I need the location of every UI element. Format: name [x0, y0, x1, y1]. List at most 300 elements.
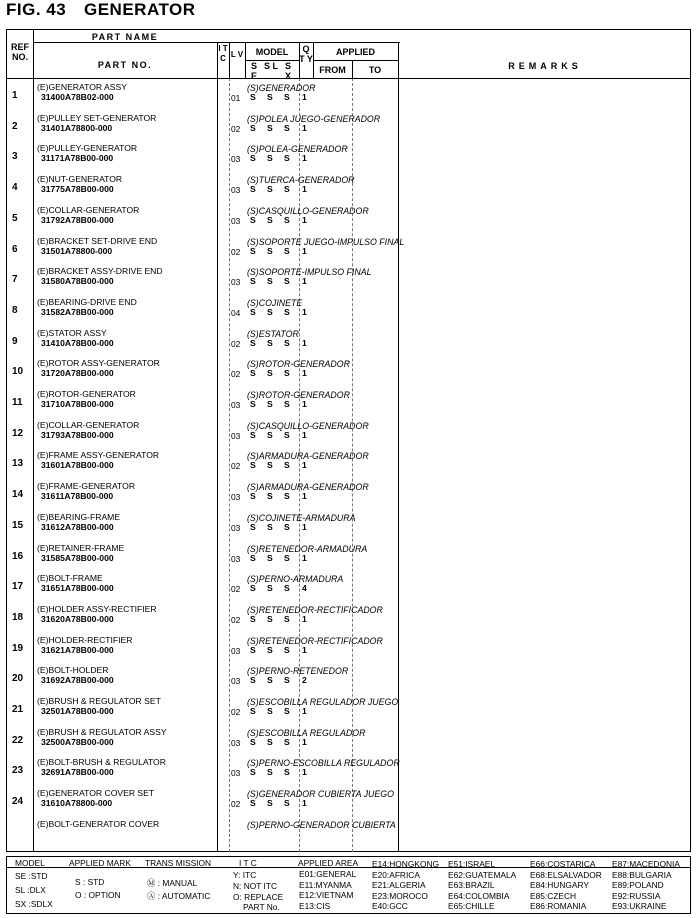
model-se-mark: S — [250, 306, 256, 317]
part-name: (E)NUT-GENERATOR — [37, 174, 123, 185]
part-cell — [37, 389, 136, 409]
parts-table — [6, 29, 691, 852]
part-cell — [37, 205, 139, 225]
legend-area-item: E87:MACEDONIA — [612, 859, 680, 869]
quantity: 1 — [302, 491, 307, 502]
part-number: 31582A78B00-000 — [41, 306, 114, 317]
level: 02 — [231, 614, 241, 625]
legend-area-item: E86:ROMANIA — [530, 901, 587, 911]
level: 03 — [231, 676, 241, 687]
legend-area-item: E12:VIETNAM — [299, 890, 354, 900]
level: 03 — [231, 492, 241, 503]
ref-number: 10 — [12, 366, 24, 378]
legend-area-item: E62:GUATEMALA — [448, 869, 517, 880]
part-cell — [37, 143, 137, 163]
model-sx-mark: S — [284, 153, 290, 164]
legend-area-item: E63:BRAZIL — [448, 880, 495, 890]
from-header: FROM — [319, 65, 346, 75]
legend-area-item: E11:MYANMA — [299, 879, 352, 890]
model-sx-mark: S — [284, 583, 290, 594]
part-cell — [37, 512, 120, 532]
model-sx-mark: S — [284, 460, 290, 471]
model-sx-mark: S — [284, 122, 290, 133]
level: 03 — [231, 154, 241, 165]
part-number: 31501A78800-000 — [41, 245, 113, 256]
quantity: 1 — [302, 245, 307, 256]
quantity: 1 — [302, 306, 307, 317]
model-sl-mark: S — [267, 460, 273, 471]
legend-itc-y: Y: ITC — [233, 870, 257, 880]
part-name: (E)FRAME ASSY-GENERATOR — [37, 450, 160, 461]
legend-mark-option: O : OPTION — [75, 890, 121, 900]
model-sx-mark: S — [284, 214, 290, 225]
part-cell — [37, 727, 167, 747]
level: 03 — [231, 400, 241, 410]
part-cell — [37, 113, 156, 133]
part-number: 31585A78B00-000 — [41, 552, 114, 563]
ref-number: 19 — [12, 642, 24, 654]
level: 01 — [231, 93, 241, 103]
part-cell — [37, 665, 114, 685]
part-name: (E)BRUSH & REGULATOR ASSY — [37, 726, 167, 737]
legend-trans-automatic: Ⓐ : AUTOMATIC — [147, 891, 211, 901]
level: 03 — [231, 737, 241, 748]
spanish-name: (S)ESTATOR — [247, 328, 299, 339]
quantity: 1 — [302, 613, 307, 624]
model-sx-mark: S — [284, 644, 290, 655]
table-row — [7, 295, 690, 325]
spanish-name: (S)COJINETE-ARMADURA — [247, 512, 356, 523]
spanish-name: (S)ESCOBILLA REGULADOR JUEGO — [247, 697, 399, 707]
legend-area-item: E93:UKRAINE — [612, 901, 667, 911]
ref-number: 2 — [12, 120, 18, 132]
part-cell — [37, 481, 135, 501]
table-row — [7, 326, 690, 356]
legend-itc-o-part: PART No. — [243, 902, 280, 912]
level: 02 — [231, 123, 241, 134]
model-header: MODEL — [255, 47, 289, 57]
part-name: (E)BOLT-HOLDER — [37, 665, 109, 676]
part-name-header: PART NAME — [91, 32, 159, 42]
ref-number: 20 — [12, 673, 24, 685]
part-no-header: PART NO. — [97, 60, 153, 70]
table-row — [7, 694, 690, 724]
model-sl-mark: S — [267, 184, 273, 195]
part-name: (E)ROTOR ASSY-GENERATOR — [37, 358, 160, 369]
ref-number: 16 — [12, 550, 24, 562]
part-number: 31612A78B00-000 — [41, 521, 114, 532]
page-title — [6, 0, 196, 20]
spanish-name: (S)RETENEDOR-ARMADURA — [247, 543, 368, 554]
ref-number: 13 — [12, 458, 24, 470]
legend-area-item: E64:COLOMBIA — [448, 890, 510, 901]
part-name: (E)BRUSH & REGULATOR SET — [37, 696, 161, 706]
spanish-name: (S)TUERCA-GENERADOR — [247, 175, 355, 186]
spanish-name: (S)RETENEDOR-RECTIFICADOR — [247, 604, 383, 615]
model-se-mark: S — [250, 368, 256, 379]
legend-itc-n: N: NOT ITC — [233, 881, 278, 891]
table-row — [7, 80, 690, 110]
spanish-name: (S)GENERADOR CUBIERTA JUEGO — [247, 789, 394, 800]
legend-area-item: E92:RUSSIA — [612, 890, 661, 901]
part-name: (E)COLLAR-GENERATOR — [37, 419, 140, 430]
legend-model-sl: SL :DLX — [15, 885, 46, 895]
table-row — [7, 479, 690, 509]
table-row — [7, 725, 690, 755]
ref-number: 8 — [12, 304, 18, 316]
ref-number: 22 — [12, 734, 24, 746]
spanish-name: (S)ARMADURA-GENERADOR — [247, 451, 369, 462]
table-row — [7, 755, 690, 785]
part-name: (E)BRACKET SET-DRIVE END — [37, 235, 158, 246]
model-sl-mark: S — [267, 736, 273, 747]
qty-header: Q T Y — [299, 44, 313, 64]
model-se-mark: S — [250, 214, 256, 225]
spanish-name: (S)CASQUILLO-GENERADOR — [247, 420, 369, 431]
part-number: 31775A78B00-000 — [41, 184, 114, 195]
ref-number: 6 — [12, 243, 18, 255]
part-cell — [37, 266, 163, 286]
model-se-mark: S — [250, 184, 256, 195]
itc-header: I T C — [218, 44, 228, 63]
model-se-mark: S — [250, 491, 256, 502]
legend-model-header: MODEL — [15, 858, 45, 868]
part-name: (E)PULLEY SET-GENERATOR — [37, 112, 157, 123]
part-number: 31692A78B00-000 — [41, 675, 114, 686]
model-sl-mark: S — [267, 767, 273, 778]
legend-area-header: APPLIED AREA — [298, 858, 359, 868]
quantity: 4 — [302, 583, 307, 594]
part-cell — [37, 788, 154, 808]
part-name: (E)BOLT-FRAME — [37, 573, 103, 584]
table-row — [7, 663, 690, 693]
part-name: (E)STATOR ASSY — [37, 327, 107, 338]
part-number: 32691A78B00-000 — [41, 767, 114, 778]
ref-number: 23 — [12, 765, 24, 777]
part-number: 31651A78B00-000 — [41, 583, 114, 594]
model-sl-mark: S — [267, 675, 273, 686]
model-col-sx: S X — [284, 61, 291, 81]
model-se-mark: S — [250, 613, 256, 624]
level: 02 — [231, 461, 241, 472]
table-row — [7, 356, 690, 386]
quantity: 1 — [302, 399, 307, 409]
spanish-name: (S)SOPORTE JUEGO-IMPULSO FINAL — [247, 236, 405, 247]
ref-number: 15 — [12, 519, 24, 531]
level: 03 — [231, 553, 241, 564]
quantity: 1 — [302, 429, 307, 440]
quantity: 1 — [302, 214, 307, 225]
quantity: 1 — [302, 153, 307, 164]
model-sl-mark: S — [267, 644, 273, 655]
legend-trans-header: TRANS MISSION — [145, 858, 212, 868]
part-name: (E)BEARING-DRIVE END — [37, 296, 137, 307]
ref-number: 1 — [12, 90, 18, 101]
legend-trans-manual: Ⓜ : MANUAL — [147, 878, 198, 888]
model-se-mark: S — [250, 521, 256, 532]
model-sl-mark: S — [267, 706, 273, 716]
level: 03 — [231, 768, 241, 779]
table-row — [7, 510, 690, 540]
level: 02 — [231, 246, 241, 257]
part-cell — [37, 420, 139, 440]
lv-header: L V — [230, 50, 244, 59]
legend-area-item: E23:MOROCO — [372, 890, 428, 901]
part-number: 31611A78B00-000 — [41, 491, 114, 502]
legend-area-item: E01:GENERAL — [299, 869, 357, 879]
level: 03 — [231, 185, 241, 196]
spanish-name: (S)POLEA JUEGO-GENERADOR — [247, 113, 381, 124]
spanish-name: (S)ROTOR-GENERADOR — [247, 359, 350, 370]
quantity: 1 — [302, 798, 307, 809]
figure-name: GENERATOR — [84, 0, 196, 19]
model-se-mark: S — [250, 644, 256, 655]
part-name: (E)BEARING-FRAME — [37, 511, 121, 522]
spanish-name: (S)ESCOBILLA REGULADOR — [247, 727, 366, 738]
table-row — [7, 541, 690, 571]
model-sx-mark: S — [284, 767, 290, 778]
model-sx-mark: S — [284, 245, 290, 256]
spanish-name: (S)PERNO-RETENEDOR — [247, 666, 349, 677]
legend-itc-o: O: REPLACE — [233, 892, 284, 902]
spanish-name: (S)PERNO-ESCOBILLA REGULADOR — [247, 758, 400, 769]
model-sx-mark: S — [284, 675, 290, 686]
part-name: (E)BOLT-GENERATOR COVER — [37, 818, 160, 829]
model-sx-mark: S — [284, 429, 290, 440]
ref-number: 3 — [12, 151, 18, 163]
part-cell — [37, 635, 133, 655]
model-se-mark: S — [250, 798, 256, 809]
spanish-name: (S)POLEA-GENERADOR — [247, 144, 348, 155]
model-sl-mark: S — [267, 613, 273, 624]
model-se-mark: S — [250, 245, 256, 256]
quantity: 1 — [302, 644, 307, 655]
model-se-mark: S — [250, 92, 256, 102]
model-sx-mark: S — [284, 399, 290, 409]
part-number: 31620A78B00-000 — [41, 613, 114, 624]
model-sx-mark: S — [284, 276, 290, 287]
level: 02 — [231, 799, 241, 810]
part-name: (E)PULLEY-GENERATOR — [37, 143, 138, 154]
part-name: (E)RETAINER-FRAME — [37, 542, 125, 553]
legend-applied-mark-header: APPLIED MARK — [69, 858, 131, 868]
table-row — [7, 141, 690, 171]
model-se-mark: S — [250, 429, 256, 440]
model-sx-mark: S — [284, 736, 290, 747]
part-cell — [37, 297, 137, 317]
model-sl-mark: S — [267, 245, 273, 256]
ref-number: 12 — [12, 427, 24, 439]
ref-number: 18 — [12, 611, 24, 623]
part-number: 31601A78B00-000 — [41, 460, 114, 471]
quantity: 1 — [302, 736, 307, 747]
ref-number: 11 — [12, 397, 23, 408]
part-cell — [37, 450, 159, 470]
model-sl-mark: S — [267, 583, 273, 594]
model-sx-mark: S — [284, 552, 290, 563]
ref-number: 5 — [12, 212, 18, 224]
model-se-mark: S — [250, 399, 256, 409]
model-se-mark: S — [250, 276, 256, 287]
ref-number: 17 — [12, 581, 24, 593]
model-sl-mark: S — [267, 306, 273, 317]
model-sx-mark: S — [284, 337, 290, 348]
level: 03 — [231, 215, 241, 226]
table-row — [7, 111, 690, 141]
model-sx-mark: S — [284, 184, 290, 195]
legend-mark-std: S : STD — [75, 877, 105, 887]
quantity: 1 — [302, 552, 307, 563]
ref-number: 14 — [12, 489, 24, 501]
legend-area-item: E89:POLAND — [612, 880, 664, 890]
model-se-mark: S — [250, 736, 256, 747]
legend-area-item: E66:COSTARICA — [530, 859, 596, 869]
model-sx-mark: S — [284, 521, 290, 532]
ref-number: 24 — [12, 796, 24, 808]
model-sl-mark: S — [267, 552, 273, 563]
model-sx-mark: S — [284, 306, 290, 317]
spanish-name: (S)ARMADURA-GENERADOR — [247, 482, 369, 493]
legend-itc-header: I T C — [239, 858, 257, 868]
legend-area-item: E88:BULGARIA — [612, 869, 672, 880]
part-number: 31610A78800-000 — [41, 798, 113, 809]
model-col-se: S E — [250, 61, 257, 81]
level: 04 — [231, 307, 241, 318]
part-number: 31580A78B00-000 — [41, 276, 114, 287]
legend-model-sx: SX :SDLX — [15, 899, 53, 909]
part-number: 31171A78B00-000 — [41, 153, 114, 164]
level: 02 — [231, 338, 241, 349]
part-cell — [37, 573, 114, 593]
model-sl-mark: S — [267, 92, 273, 102]
part-name: (E)HOLDER ASSY-RECTIFIER — [37, 603, 157, 614]
model-sl-mark: S — [267, 153, 273, 164]
model-sl-mark: S — [267, 214, 273, 225]
spanish-name: (S)RETENEDOR-RECTIFICADOR — [247, 635, 383, 646]
table-row — [7, 387, 690, 417]
level: 03 — [231, 645, 241, 656]
part-number: 31401A78800-000 — [41, 122, 113, 133]
part-number: 31410A78B00-000 — [41, 337, 114, 348]
model-sx-mark: S — [284, 491, 290, 502]
model-se-mark: S — [250, 675, 256, 686]
table-row — [7, 448, 690, 478]
table-row — [7, 234, 690, 264]
model-sx-mark: S — [284, 368, 290, 379]
part-number: 31792A78B00-000 — [41, 214, 114, 225]
quantity: 1 — [302, 184, 307, 195]
part-cell — [37, 604, 157, 624]
part-cell — [37, 174, 122, 194]
spanish-name: (S)CASQUILLO-GENERADOR — [247, 205, 369, 216]
ref-number: 9 — [12, 335, 18, 347]
model-se-mark: S — [250, 706, 256, 716]
level: 03 — [231, 430, 241, 441]
level: 03 — [231, 277, 241, 288]
table-row — [7, 633, 690, 663]
level: 02 — [231, 707, 241, 717]
model-se-mark: S — [250, 122, 256, 133]
legend-area-item: E13:CIS — [299, 900, 331, 911]
model-se-mark: S — [250, 153, 256, 164]
legend-area-item: E40:GCC — [372, 901, 408, 911]
ref-number: 4 — [12, 182, 18, 194]
level: 02 — [231, 369, 241, 380]
legend-area-item: E20:AFRICA — [372, 869, 420, 880]
part-number: 31400A78B02-000 — [41, 92, 114, 102]
ref-number: 21 — [12, 704, 24, 715]
legend — [6, 856, 691, 914]
part-name: (E)FRAME-GENERATOR — [37, 481, 136, 492]
model-sl-mark: S — [267, 368, 273, 379]
legend-area-item: E85:CZECH — [530, 890, 577, 901]
to-header: TO — [368, 65, 382, 75]
part-cell — [37, 819, 159, 829]
part-number: 32500A78B00-000 — [41, 736, 114, 747]
spanish-name: (S)PERNO-GENERADOR CUBIERTA — [247, 819, 396, 830]
legend-area-item: E65:CHILLE — [448, 901, 495, 911]
part-cell — [37, 543, 124, 563]
applied-header: APPLIED — [335, 47, 375, 57]
quantity: 1 — [302, 767, 307, 778]
level: 02 — [231, 584, 241, 595]
legend-area-item: E68:ELSALVADOR — [530, 869, 602, 880]
part-cell — [37, 696, 161, 716]
part-cell — [37, 82, 127, 102]
quantity: 1 — [302, 337, 307, 348]
quantity: 2 — [302, 675, 307, 686]
figure-number: FIG. 43 — [6, 0, 67, 19]
spanish-name: (S)PERNO-ARMADURA — [247, 574, 344, 585]
model-sl-mark: S — [267, 429, 273, 440]
level: 03 — [231, 522, 241, 533]
model-sl-mark: S — [267, 337, 273, 348]
table-row — [7, 264, 690, 294]
model-se-mark: S — [250, 767, 256, 778]
legend-area-item: E21:ALGERIA — [372, 880, 426, 890]
table-row — [7, 203, 690, 233]
model-sx-mark: S — [284, 92, 290, 102]
model-sl-mark: S — [267, 399, 273, 409]
legend-area-item: E51:ISRAEL — [448, 859, 496, 869]
model-se-mark: S — [250, 552, 256, 563]
part-number: 32501A78B00-000 — [41, 706, 114, 716]
table-row — [7, 418, 690, 448]
part-name: (E)COLLAR-GENERATOR — [37, 204, 140, 215]
model-se-mark: S — [250, 460, 256, 471]
model-sl-mark: S — [267, 276, 273, 287]
table-row — [7, 786, 690, 816]
spanish-name: (S)SOPORTE-IMPULSO FINAL — [247, 267, 372, 278]
ref-no-header: REF NO. — [11, 42, 29, 62]
legend-area-item: E14:HONGKONG — [372, 859, 440, 869]
quantity: 1 — [302, 706, 307, 716]
part-number: 31793A78B00-000 — [41, 429, 114, 440]
part-name: (E)HOLDER-RECTIFIER — [37, 634, 133, 645]
model-sx-mark: S — [284, 706, 290, 716]
spanish-name: (S)GENERADOR — [247, 83, 316, 93]
table-row — [7, 602, 690, 632]
legend-area-item: E84:HUNGARY — [530, 880, 589, 890]
quantity: 1 — [302, 122, 307, 133]
table-row — [7, 571, 690, 601]
table-row — [7, 817, 690, 847]
part-name: (E)GENERATOR ASSY — [37, 82, 127, 92]
part-name: (E)GENERATOR COVER SET — [37, 788, 155, 799]
spanish-name: (S)ROTOR-GENERADOR — [247, 390, 350, 400]
model-col-sl: S L — [264, 61, 279, 71]
part-name: (E)ROTOR-GENERATOR — [37, 389, 136, 399]
